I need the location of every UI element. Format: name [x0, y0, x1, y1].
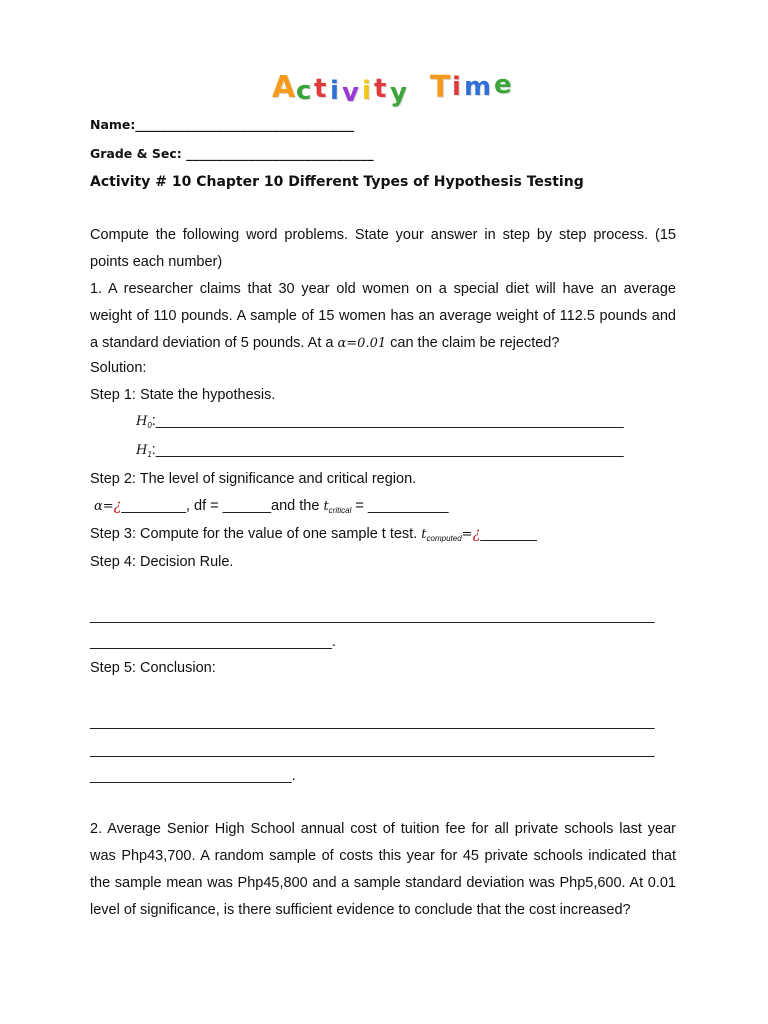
t-computed-equals: = — [461, 527, 473, 542]
t-critical-subscript: critical — [328, 506, 352, 515]
grade-section-field[interactable]: Grade & Sec: ______________________________ — [90, 146, 374, 161]
step-4-label: Step 4: Decision Rule. — [90, 554, 234, 570]
activity-title: Activity # 10 Chapter 10 Different Types of Hypothesis Testing — [90, 174, 584, 190]
problem-1-question: can the claim be rejected? — [386, 335, 560, 351]
t-computed-subscript: computed — [426, 534, 462, 543]
h1-subscript: 1 — [147, 450, 152, 459]
step-5-blank-line-3[interactable]: _________________________. — [90, 768, 296, 784]
t-critical-symbol: t — [323, 499, 329, 514]
problem-1-text — [90, 276, 676, 357]
h0-symbol: H — [136, 414, 148, 429]
step-4-blank-line-2[interactable]: ______________________________. — [90, 634, 336, 650]
step-3-row[interactable] — [90, 526, 537, 543]
alpha-equals: α= — [94, 499, 114, 514]
activity-time-banner: A c t i v i t y T i m e — [272, 70, 512, 108]
step-5-label: Step 5: Conclusion: — [90, 660, 216, 676]
name-field[interactable]: Name:___________________________________ — [90, 117, 355, 132]
h1-symbol: H — [136, 443, 148, 458]
step-2-blanks[interactable]: ________, df = ______and the — [121, 498, 324, 514]
alpha-value: α=0.01 — [337, 336, 387, 351]
step-3-label: Step 3: Compute for the value of one sample t test. — [90, 526, 422, 542]
t-computed-blank[interactable]: _______ — [480, 526, 537, 542]
problem-2-text: 2. Average Senior High School annual cost of tuition fee for all private schools last year was Php43,700. A random sample of costs this year for 45 private schools indicated that the sample mean was Php45,800 and a sample standard deviation was Php5,600. At 0.01 level of significance, is there sufficient evidence to conclude that the cost increased? — [90, 821, 676, 918]
h1-blank[interactable]: :__________________________________________________________ — [151, 442, 624, 458]
step-1-label: Step 1: State the hypothesis. — [90, 387, 276, 403]
step-2-label: Step 2: The level of significance and critical region. — [90, 471, 417, 487]
h0-blank[interactable]: :__________________________________________________________ — [151, 413, 624, 429]
placeholder-glyph: ¿ — [472, 526, 481, 542]
t-computed-symbol: t — [421, 527, 427, 542]
instructions: Compute the following word problems. State your answer in step by step process. (15 points each number) — [90, 227, 676, 270]
placeholder-glyph: ¿ — [113, 498, 122, 514]
step-5-blank-line-1[interactable]: ______________________________________________________________________ — [90, 714, 655, 730]
solution-label: Solution: — [90, 360, 147, 376]
step-4-blank-line-1[interactable]: ______________________________________________________________________ — [90, 608, 655, 624]
step-2-answers[interactable] — [94, 498, 449, 515]
h0-subscript: 0 — [147, 421, 152, 430]
t-critical-blank[interactable]: = __________ — [351, 498, 449, 514]
problem-1-statement: 1. A researcher claims that 30 year old women on a special diet will have an average weight of 110 pounds. A sample of 15 women has an average weight of 112.5 pounds and a standard deviation of 5 pounds. At a — [90, 281, 676, 351]
h0-field[interactable] — [136, 413, 624, 430]
h1-field[interactable] — [136, 442, 624, 459]
step-5-blank-line-2[interactable]: ______________________________________________________________________ — [90, 742, 655, 758]
